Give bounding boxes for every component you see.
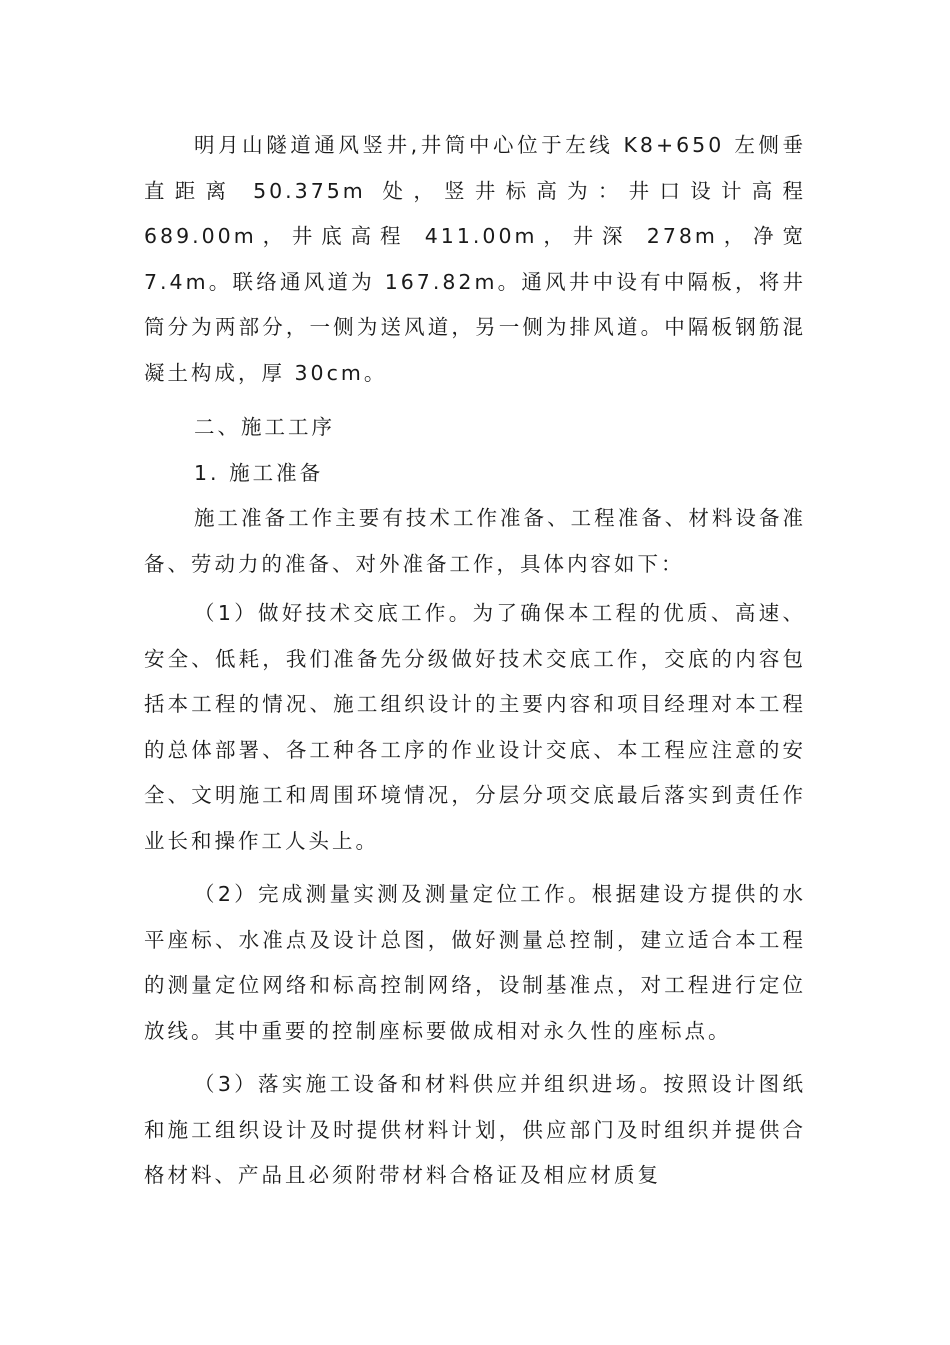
technical-briefing-paragraph: （1）做好技术交底工作。为了确保本工程的优质、高速、安全、低耗，我们准备先分级做好技术交底工作，交底的内容包括本工程的情况、施工组织设计的主要内容和项目经理对本工程的总体部署、各工种各工序的作业设计交底、本工程应注意的安全、文明施工和周围环境情况，分层分项交底最后落实到责任作业长和操作工人头上。 (144, 601, 806, 853)
shaft-overview-paragraph: 明月山隧道通风竖井,井筒中心位于左线 K8+650 左侧垂直距离 50.375m 处，竖井标高为：井口设计高程 689.00m，井底高程 411.00m，井深 278m，净宽 7.4m。联络通风道为 167.82m。通风井中设有中隔板，将井筒分为两部分，一侧为送风道，另一侧为排风道。中隔板钢筋混凝土构成，厚 30cm。 (144, 133, 806, 385)
preparation-intro-paragraph: 施工准备工作主要有技术工作准备、工程准备、材料设备准备、劳动力的准备、对外准备工作，具体内容如下： (144, 506, 806, 576)
section-heading-construction-process: 二、施工工序 (194, 415, 335, 439)
equipment-materials-paragraph: （3）落实施工设备和材料供应并组织进场。按照设计图纸和施工组织设计及时提供材料计划，供应部门及时组织并提供合格材料、产品且必须附带材料合格证及相应材质复 (144, 1072, 806, 1187)
subsection-heading-preparation: 1. 施工准备 (194, 460, 324, 485)
document-page (144, 123, 806, 1199)
survey-positioning-paragraph: （2）完成测量实测及测量定位工作。根据建设方提供的水平座标、水准点及设计总图，做好测量总控制，建立适合本工程的测量定位网络和标高控制网络，设制基准点，对工程进行定位放线。其中重要的控制座标要做成相对永久性的座标点。 (144, 882, 806, 1043)
